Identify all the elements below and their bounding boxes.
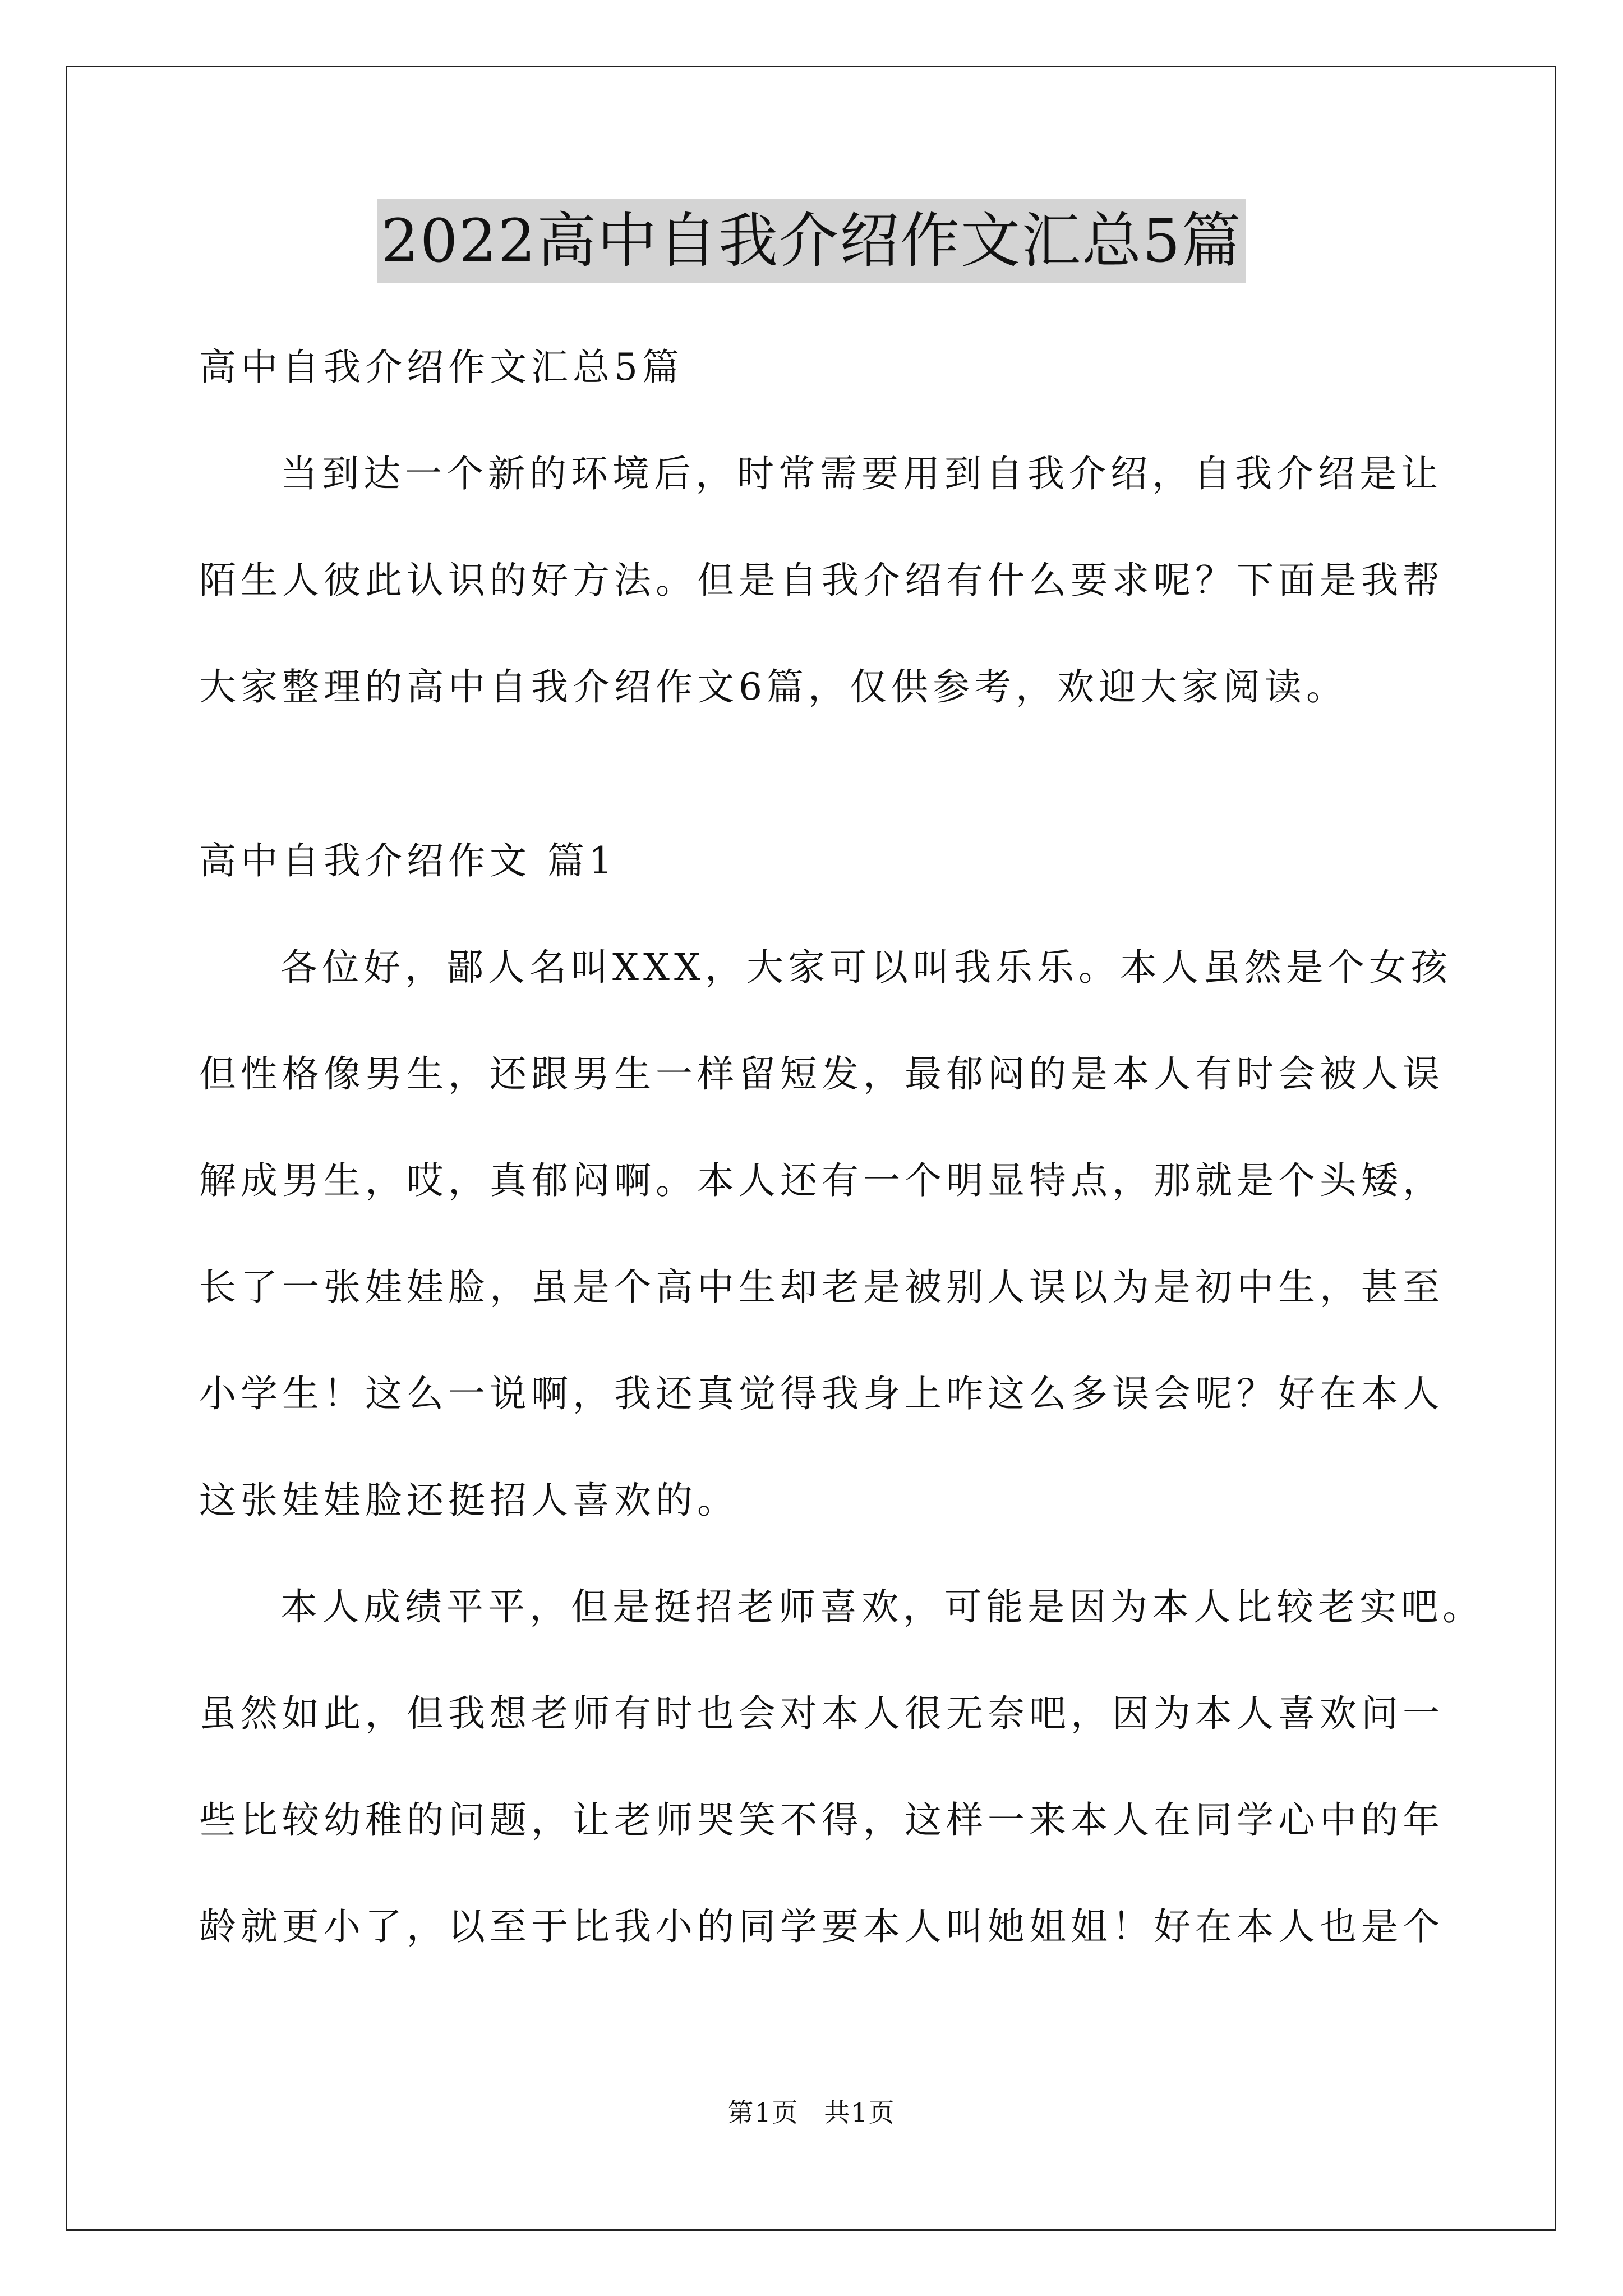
section-gap: [199, 740, 1455, 808]
page-total: 共1页: [824, 2097, 896, 2128]
paragraph-line: 小学生！这么一说啊，我还真觉得我身上咋这么多误会呢？好在本人: [199, 1372, 1444, 1415]
intro-line: 陌生人彼此认识的好方法。但是自我介绍有什么要求呢？下面是我帮: [199, 559, 1444, 602]
paragraph-line: 些比较幼稚的问题，让老师哭笑不得，这样一来本人在同学心中的年: [199, 1798, 1444, 1842]
paragraph-line: 本人成绩平平，但是挺招老师喜欢，可能是因为本人比较老实吧。: [280, 1585, 1484, 1628]
document-subtitle: 高中自我介绍作文汇总5篇: [199, 346, 684, 389]
paragraph-line: 解成男生，哎，真郁闷啊。本人还有一个明显特点，那就是个头矮，: [199, 1159, 1444, 1202]
document-title: 2022高中自我介绍作文汇总5篇: [377, 199, 1245, 283]
document-body: [199, 314, 1484, 1980]
intro-line: 大家整理的高中自我介绍作文6篇，仅供参考，欢迎大家阅读。: [199, 665, 1348, 708]
intro-line: 当到达一个新的环境后，时常需要用到自我介绍，自我介绍是让: [280, 452, 1442, 495]
paragraph-line: 虽然如此，但我想老师有时也会对本人很无奈吧，因为本人喜欢问一: [199, 1692, 1444, 1735]
paragraph-line: 龄就更小了，以至于比我小的同学要本人叫她姐姐！好在本人也是个: [199, 1905, 1444, 1948]
paragraph-line: 各位好，鄙人名叫XXX，大家可以叫我乐乐。本人虽然是个女孩: [280, 946, 1452, 989]
title-container: [0, 199, 1623, 283]
page-number: 第1页: [727, 2097, 799, 2128]
paragraph-line: 这张娃娃脸还挺招人喜欢的。: [199, 1479, 739, 1522]
page-footer: [0, 2092, 1623, 2129]
paragraph-line: 但性格像男生，还跟男生一样留短发，最郁闷的是本人有时会被人误: [199, 1052, 1444, 1096]
section-heading: 高中自我介绍作文 篇1: [199, 839, 617, 882]
paragraph-line: 长了一张娃娃脸，虽是个高中生却老是被别人误以为是初中生，甚至: [199, 1266, 1444, 1309]
